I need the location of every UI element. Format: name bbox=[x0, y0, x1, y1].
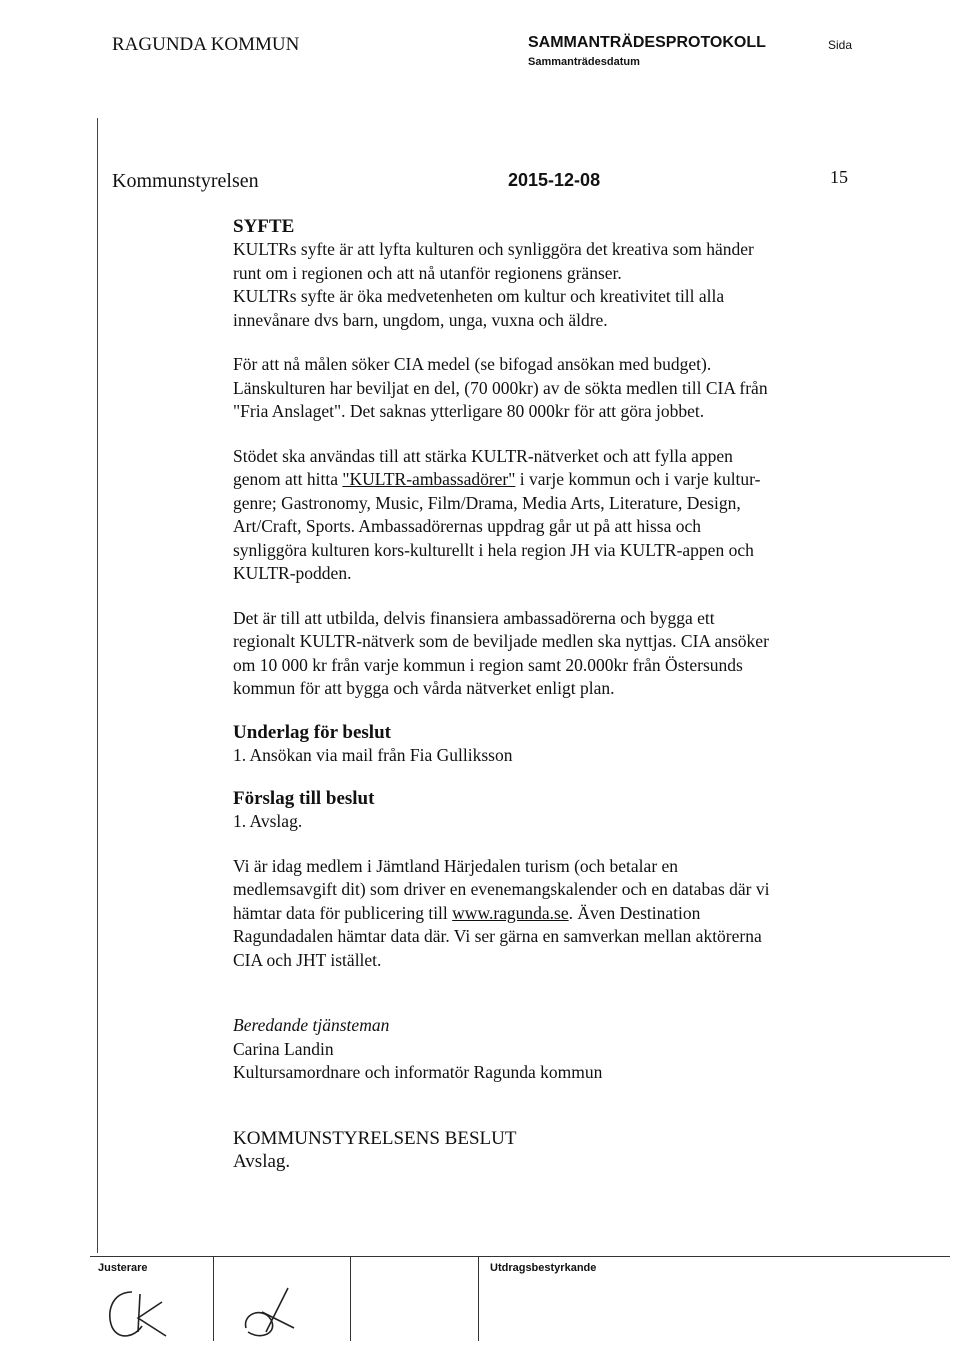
medlem-line: medlemsavgift dit) som driver en evenemangskalender och en databas där vi bbox=[233, 879, 770, 899]
beslut-text: Avslag. bbox=[233, 1151, 291, 1172]
medlem-line: Vi är idag medlem i Jämtland Härjedalen turism (och betalar en bbox=[233, 855, 679, 876]
utbilda-line: Det är till att utbilda, delvis finansiera ambassadörerna och bygga ett bbox=[233, 607, 715, 628]
meeting-date: 2015-12-08 bbox=[508, 170, 601, 190]
organization-name: RAGUNDA KOMMUN bbox=[112, 34, 300, 55]
beredande-title: Kultursamordnare och informatör Ragunda kommun bbox=[233, 1062, 603, 1082]
initials-signature-1 bbox=[102, 1282, 192, 1342]
footer-column-divider bbox=[350, 1256, 351, 1341]
underlag-item: 1. Ansökan via mail från Fia Gulliksson bbox=[233, 744, 513, 765]
stod-text: i varje kommun och i varje kultur- bbox=[515, 469, 761, 489]
utbilda-line: kommun för att bygga och vårda nätverket enligt plan. bbox=[233, 678, 615, 698]
forslag-heading: Förslag till beslut bbox=[233, 788, 375, 809]
underlag-heading: Underlag för beslut bbox=[233, 721, 391, 743]
website-link[interactable]: www.ragunda.se bbox=[452, 902, 569, 923]
utbilda-line: regionalt KULTR-nätverk som de beviljade medlen ska nyttjas. CIA ansöker bbox=[233, 631, 769, 651]
medlem-text: hämtar data för publicering till bbox=[233, 902, 453, 923]
beredande-heading: Beredande tjänsteman bbox=[233, 1015, 390, 1035]
syfte-line: KULTRs syfte är att lyfta kulturen och synliggöra det kreativa som händer bbox=[233, 239, 754, 259]
stod-line: Art/Craft, Sports. Ambassadörernas uppdrag går ut på att hissa och bbox=[233, 516, 702, 536]
footer-column-divider bbox=[478, 1256, 479, 1341]
medlem-line bbox=[233, 902, 873, 926]
syfte-heading: SYFTE bbox=[233, 216, 295, 237]
committee-name: Kommunstyrelsen bbox=[112, 170, 259, 192]
medlem-line: Ragundadalen hämtar data där. Vi ser gärna en samverkan mellan aktörerna bbox=[233, 926, 762, 946]
cia-line: Länskulturen har beviljat en del, (70 000kr) av de sökta medlen till CIA från bbox=[233, 377, 768, 398]
beslut-heading: KOMMUNSTYRELSENS BESLUT bbox=[233, 1127, 517, 1149]
margin-line bbox=[97, 118, 98, 1253]
page-label: Sida bbox=[828, 38, 853, 52]
syfte-line: KULTRs syfte är öka medvetenheten om kultur och kreativitet till alla bbox=[233, 286, 725, 306]
syfte-line: innevånare dvs barn, ungdom, unga, vuxna och äldre. bbox=[233, 309, 608, 330]
cia-line: För att nå målen söker CIA medel (se bifogad ansökan med budget). bbox=[233, 354, 712, 374]
ambassador-quote: "KULTR-ambassadörer" bbox=[342, 469, 516, 489]
justerare-label: Justerare bbox=[98, 1262, 148, 1274]
stod-line: genre; Gastronomy, Music, Film/Drama, Media Arts, Literature, Design, bbox=[233, 492, 741, 513]
utbilda-line: om 10 000 kr från varje kommun i region samt 20.000kr från Östersunds bbox=[233, 654, 743, 675]
footer-divider bbox=[90, 1256, 950, 1257]
stod-text: genom att hitta bbox=[233, 469, 343, 489]
beredande-name: Carina Landin bbox=[233, 1038, 334, 1059]
cia-line: "Fria Anslaget". Det saknas ytterligare 80 000kr för att göra jobbet. bbox=[233, 401, 705, 421]
medlem-text: . Även Destination bbox=[568, 902, 701, 923]
forslag-item: 1. Avslag. bbox=[233, 811, 303, 831]
page-number: 15 bbox=[830, 167, 848, 187]
stod-line bbox=[233, 468, 873, 492]
document-type: SAMMANTRÄDESPROTOKOLL bbox=[528, 34, 766, 51]
stod-line: Stödet ska användas till att stärka KULTR-nätverket och att fylla appen bbox=[233, 445, 733, 466]
document-subtitle: Sammanträdesdatum bbox=[528, 56, 640, 68]
initials-signature-2 bbox=[232, 1282, 322, 1342]
stod-line: KULTR-podden. bbox=[233, 563, 352, 583]
footer-column-divider bbox=[213, 1256, 214, 1341]
protocol-body bbox=[233, 216, 873, 1174]
stod-line: synliggöra kulturen kors-kulturellt i hela region JH via KULTR-appen och bbox=[233, 539, 754, 560]
syfte-line: runt om i regionen och att nå utanför regionens gränser. bbox=[233, 262, 622, 283]
utdrag-label: Utdragsbestyrkande bbox=[490, 1262, 597, 1274]
medlem-line: CIA och JHT istället. bbox=[233, 949, 382, 970]
